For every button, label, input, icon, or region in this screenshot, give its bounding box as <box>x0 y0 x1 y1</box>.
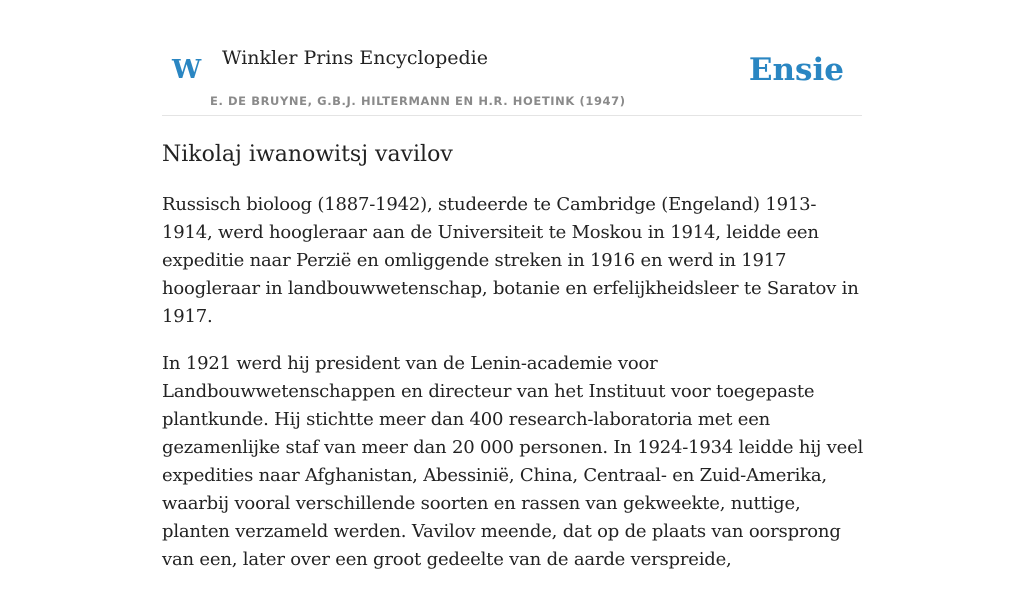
article-paragraph: Russisch bioloog (1887-1942), studeerde te Cambridge (Engeland) 1913-1914, werd hoogleraar aan de Universiteit te Moskou in 1914, leidde een expeditie naar Perzië en omliggende streken in 1916 en werd in 1917 hoogleraar in landbouwwetenschap, botanie en erfelijkheidsleer te Saratov in 1917. <box>162 194 859 327</box>
source-title-link[interactable]: Winkler Prins Encyclopedie <box>222 47 488 69</box>
source-header <box>162 40 862 116</box>
article <box>162 139 864 593</box>
ensie-logo[interactable]: Ensie <box>748 52 844 88</box>
source-authors: E. DE BRUYNE, G.B.J. HILTERMANN EN H.R. HOETINK (1947) <box>210 94 626 108</box>
article-title: Nikolaj iwanowitsj vavilov <box>162 142 453 167</box>
source-logo-icon[interactable]: W <box>172 55 202 85</box>
article-paragraph: In 1921 werd hij president van de Lenin-academie voor Landbouwwetenschappen en directeur van het Instituut voor toegepaste plantkunde. Hij stichtte meer dan 400 research-laboratoria met een gezamenlijke staf van meer dan 20 000 personen. In 1924-1934 leidde hij veel expedities naar Afghanistan, Abessinië, China, Centraal- en Zuid-Amerika, waarbij vooral verschillende soorten en rassen van gekweekte, nuttige, planten verzameld werden. Vavilov meende, dat op de plaats van oorsprong van een, later over een groot gedeelte van de aarde verspreide, <box>162 353 864 570</box>
